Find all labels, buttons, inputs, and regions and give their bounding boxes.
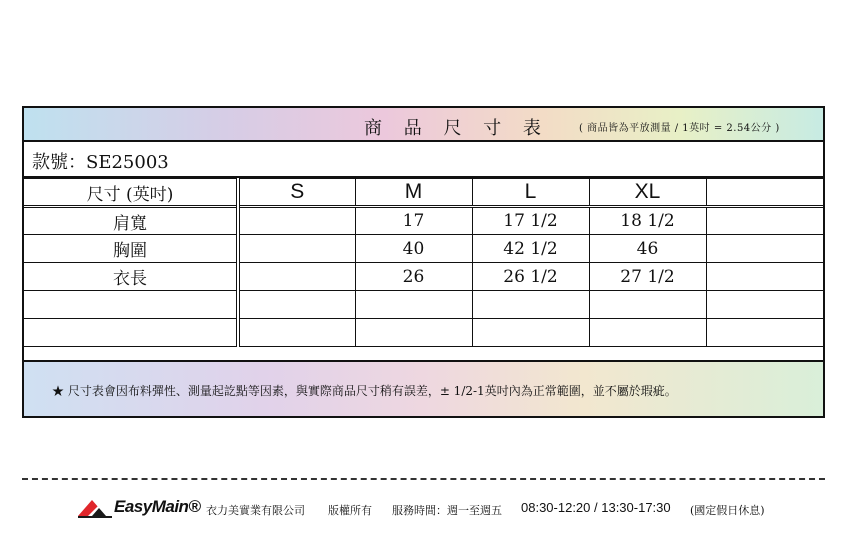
table-cell: 17 1/2 bbox=[472, 207, 589, 235]
dashed-divider bbox=[22, 478, 825, 480]
table-cell bbox=[706, 319, 823, 347]
table-row bbox=[24, 291, 823, 319]
table-cell: 46 bbox=[589, 235, 706, 263]
table-row bbox=[24, 235, 823, 263]
row-label bbox=[24, 291, 238, 319]
style-number-row bbox=[24, 142, 823, 178]
table-cell bbox=[706, 291, 823, 319]
table-cell bbox=[589, 319, 706, 347]
title-bar bbox=[24, 108, 823, 142]
company-name: 衣力美實業有限公司 bbox=[206, 504, 305, 517]
size-m: M bbox=[355, 179, 472, 207]
disclaimer-text: ★ 尺寸表會因布料彈性、測量起訖點等因素，與實際商品尺寸稍有誤差，± 1/2-1英吋內為正常範圍，並不屬於瑕疵。 bbox=[52, 384, 677, 398]
style-number: 款號：SE25003 bbox=[32, 152, 169, 173]
row-label: 衣長 bbox=[24, 263, 238, 291]
table-cell bbox=[238, 207, 355, 235]
table-row bbox=[24, 263, 823, 291]
table-cell bbox=[355, 291, 472, 319]
table-cell: 17 bbox=[355, 207, 472, 235]
table-cell bbox=[472, 291, 589, 319]
chart-title: 商 品 尺 寸 表 bbox=[364, 118, 549, 139]
header-cell: 尺寸 (英吋) bbox=[24, 179, 238, 207]
service-hours-label: 服務時間：週一至週五 bbox=[392, 504, 502, 517]
service-hours: 08:30-12:20 / 13:30-17:30 bbox=[521, 500, 671, 515]
size-chart bbox=[22, 106, 825, 418]
row-label bbox=[24, 319, 238, 347]
row-label: 肩寬 bbox=[24, 207, 238, 235]
table-cell bbox=[238, 291, 355, 319]
table-cell: 27 1/2 bbox=[589, 263, 706, 291]
footer bbox=[78, 496, 838, 520]
size-empty bbox=[706, 179, 823, 207]
table-cell: 40 bbox=[355, 235, 472, 263]
brand-logo: EasyMain® bbox=[114, 497, 201, 516]
mountain-logo-icon bbox=[78, 496, 114, 518]
size-xl: XL bbox=[589, 179, 706, 207]
table-cell: 42 1/2 bbox=[472, 235, 589, 263]
size-l: L bbox=[472, 179, 589, 207]
copyright-text: 版權所有 bbox=[328, 504, 372, 517]
table-cell bbox=[706, 263, 823, 291]
table-cell bbox=[589, 291, 706, 319]
table-cell: 18 1/2 bbox=[589, 207, 706, 235]
table-cell bbox=[472, 319, 589, 347]
disclaimer-bar bbox=[24, 360, 823, 416]
measurement-note: ( 商品皆為平放測量 / 1英吋 = 2.54公分 ) bbox=[579, 123, 780, 134]
table-cell bbox=[238, 235, 355, 263]
table-cell bbox=[238, 263, 355, 291]
size-table bbox=[24, 178, 823, 347]
table-cell: 26 1/2 bbox=[472, 263, 589, 291]
row-label: 胸圍 bbox=[24, 235, 238, 263]
table-header-row bbox=[24, 179, 823, 207]
table-cell bbox=[706, 207, 823, 235]
size-s: S bbox=[238, 179, 355, 207]
table-cell bbox=[706, 235, 823, 263]
table-row bbox=[24, 319, 823, 347]
table-cell: 26 bbox=[355, 263, 472, 291]
table-row bbox=[24, 207, 823, 235]
holiday-note: (國定假日休息) bbox=[690, 504, 765, 517]
table-cell bbox=[238, 319, 355, 347]
table-cell bbox=[355, 319, 472, 347]
